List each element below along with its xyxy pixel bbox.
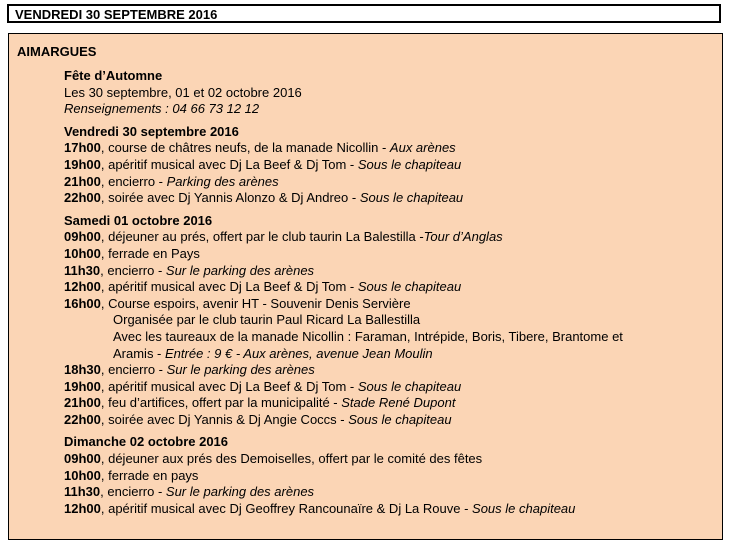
item-place: Sur le parking des arènes bbox=[165, 262, 315, 278]
schedule-item bbox=[64, 412, 714, 429]
day-title: Dimanche 02 octobre 2016 bbox=[64, 434, 229, 450]
item-text: , ferrade en pays bbox=[100, 467, 199, 483]
item-text: , apéritif musical avec Dj La Beef & Dj Tom - bbox=[100, 378, 358, 394]
day-title: Vendredi 30 septembre 2016 bbox=[64, 123, 239, 139]
item-text: , feu d’artifices, offert par la municipalité - bbox=[100, 395, 342, 411]
item-text: , apéritif musical avec Dj Geoffrey Rancounaïre & Dj La Rouve - bbox=[100, 500, 473, 516]
event-dates: Les 30 septembre, 01 et 02 octobre 2016 bbox=[64, 84, 302, 100]
item-time: 17h00 bbox=[64, 140, 101, 156]
item-time: 09h00 bbox=[64, 229, 101, 245]
schedule-continuation bbox=[64, 329, 714, 346]
schedule-item bbox=[64, 468, 714, 485]
item-text: , encierro - bbox=[100, 362, 167, 378]
schedule-item bbox=[64, 157, 714, 174]
item-time: 10h00 bbox=[64, 245, 101, 261]
item-text: , déjeuner aux prés des Demoiselles, offert par le comité des fêtes bbox=[100, 451, 483, 467]
schedule-continuation bbox=[64, 312, 714, 329]
schedule-item bbox=[64, 379, 714, 396]
item-time: 12h00 bbox=[64, 500, 101, 516]
item-place: Parking des arènes bbox=[166, 173, 279, 189]
event-content bbox=[64, 68, 714, 517]
item-place: Sous le chapiteau bbox=[357, 378, 462, 394]
item-text: Avec les taureaux de la manade Nicollin : Faraman, Intrépide, Boris, Tibere, Brantome et bbox=[113, 328, 623, 344]
item-time: 12h00 bbox=[64, 279, 101, 295]
item-place: Tour d’Anglas bbox=[423, 229, 503, 245]
item-place: Sous le chapiteau bbox=[357, 279, 462, 295]
item-time: 18h30 bbox=[64, 362, 101, 378]
schedule-item bbox=[64, 296, 714, 313]
item-text: , apéritif musical avec Dj La Beef & Dj Tom - bbox=[100, 279, 358, 295]
item-text: , Course espoirs, avenir HT - Souvenir Denis Servière bbox=[100, 295, 411, 311]
item-place: Aux arènes bbox=[389, 140, 456, 156]
item-text: , encierro - bbox=[100, 262, 166, 278]
program-days bbox=[64, 118, 714, 518]
item-place: Sous le chapiteau bbox=[357, 156, 462, 172]
item-time: 21h00 bbox=[64, 395, 101, 411]
schedule-item bbox=[64, 395, 714, 412]
schedule-item bbox=[64, 229, 714, 246]
item-text: , soirée avec Dj Yannis Alonzo & Dj Andreo - bbox=[100, 190, 360, 206]
date-header-bar bbox=[7, 4, 721, 23]
schedule-item bbox=[64, 279, 714, 296]
item-time: 22h00 bbox=[64, 411, 101, 427]
item-time: 09h00 bbox=[64, 451, 101, 467]
item-place: Sous le chapiteau bbox=[359, 190, 464, 206]
item-place: Sous le chapiteau bbox=[348, 411, 452, 427]
schedule-item bbox=[64, 246, 714, 263]
item-time: 11h30 bbox=[64, 484, 101, 500]
schedule-item bbox=[64, 362, 714, 379]
item-place: Sur le parking des arènes bbox=[166, 362, 315, 378]
item-text: , course de châtres neufs, de la manade Nicollin - bbox=[100, 140, 390, 156]
item-text: Aramis - bbox=[113, 345, 165, 361]
item-place: Sur le parking des arènes bbox=[165, 484, 315, 500]
item-text: , soirée avec Dj Yannis & Dj Angie Coccs - bbox=[100, 411, 349, 427]
schedule-item bbox=[64, 501, 714, 518]
item-time: 10h00 bbox=[64, 467, 101, 483]
item-text: , déjeuner au prés, offert par le club taurin La Balestilla - bbox=[100, 229, 424, 245]
item-text: Organisée par le club taurin Paul Ricard La Ballestilla bbox=[113, 312, 421, 328]
item-place: Stade René Dupont bbox=[341, 395, 456, 411]
item-place: Sous le chapiteau bbox=[472, 500, 576, 516]
event-panel bbox=[8, 33, 723, 540]
event-title: Fête d’Automne bbox=[64, 68, 163, 83]
schedule-item bbox=[64, 190, 714, 207]
schedule-item bbox=[64, 174, 714, 191]
item-time: 21h00 bbox=[64, 173, 101, 189]
schedule-item bbox=[64, 484, 714, 501]
item-text: , ferrade en Pays bbox=[100, 245, 200, 261]
day-title: Samedi 01 octobre 2016 bbox=[64, 212, 213, 228]
event-info: Renseignements : 04 66 73 12 12 bbox=[64, 101, 260, 117]
schedule-item bbox=[64, 263, 714, 280]
item-text: , encierro - bbox=[100, 484, 166, 500]
schedule-item bbox=[64, 140, 714, 157]
schedule-continuation bbox=[64, 346, 714, 363]
item-time: 11h30 bbox=[64, 262, 101, 278]
schedule-item bbox=[64, 451, 714, 468]
date-header: VENDREDI 30 SEPTEMBRE 2016 bbox=[15, 7, 218, 22]
item-time: 19h00 bbox=[64, 156, 101, 172]
item-text: , apéritif musical avec Dj La Beef & Dj Tom - bbox=[100, 156, 358, 172]
town-name: AIMARGUES bbox=[17, 44, 97, 59]
item-time: 22h00 bbox=[64, 190, 101, 206]
item-place: Entrée : 9 € - Aux arènes, avenue Jean Moulin bbox=[165, 345, 433, 361]
item-time: 19h00 bbox=[64, 378, 101, 394]
item-time: 16h00 bbox=[64, 295, 101, 311]
item-text: , encierro - bbox=[100, 173, 167, 189]
